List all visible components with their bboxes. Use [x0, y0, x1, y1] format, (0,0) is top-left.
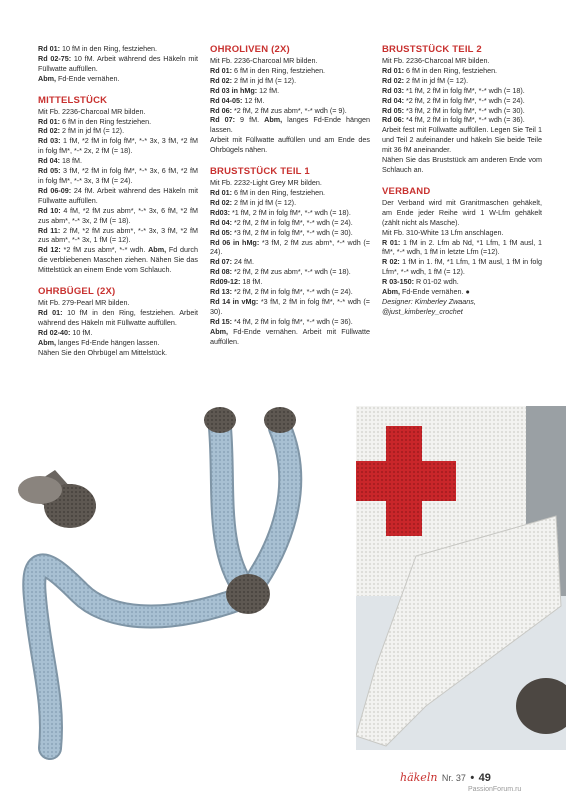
instruction-text: Rd 12: [38, 245, 61, 255]
instruction-line [382, 257, 542, 277]
instruction-text: Rd 05: [382, 105, 404, 115]
instruction-line [382, 115, 542, 125]
instruction-text: Arbeit mit Füllwatte auffüllen und am Ende des Ohrbügels nähen. [210, 135, 370, 155]
instruction-text: 6 fM in den Ring, festziehen. [231, 187, 326, 197]
bandage-photo [356, 406, 566, 750]
footer-bullet: • [470, 772, 475, 784]
page-footer [400, 768, 550, 786]
instruction-text: *4 fM, 2 fM in folg fM*, *-* wdh (= 36). [231, 316, 353, 326]
instruction-text: Rd 01: [210, 187, 232, 197]
instruction-line [382, 155, 542, 175]
instruction-text: 12 fM. [242, 95, 265, 105]
instruction-text: 6 fM in den Ring, festziehen. [231, 65, 326, 75]
instruction-text: 18 fM. [59, 156, 82, 166]
instruction-text: *3 fM, 2 fM in folg fM*, *-* wdh (= 30). [210, 296, 370, 316]
instruction-text: Rd03: [210, 207, 230, 217]
instruction-text: Rd 11: [38, 225, 61, 235]
watermark: PassionForum.ru [468, 786, 522, 793]
instruction-text: 10 fM. Arbeit während des Häkeln mit Füllwatte auffüllen. [38, 53, 199, 73]
instruction-text: Rd 05: [38, 166, 61, 176]
instruction-text: Rd 06: [210, 105, 232, 115]
instruction-line [210, 56, 370, 66]
instruction-line [210, 257, 370, 267]
instruction-line [382, 228, 542, 238]
instruction-line [38, 206, 198, 226]
instruction-text: Rd 02-40: [38, 327, 71, 337]
instruction-line [210, 287, 370, 297]
instruction-text: 1 fM in 2. Lfm ab Nd, *1 Lfm, 1 fM ausl, 1 fM*, *-* wdh, 1 fM in letzte Lfm (=12). [382, 237, 543, 257]
instruction-line [210, 297, 370, 317]
pattern-section [210, 166, 370, 346]
instruction-text: Rd 10: [38, 205, 61, 215]
instruction-text: Rd 01: [382, 65, 404, 75]
instruction-text: 24 fM. [231, 257, 254, 267]
instruction-text: R 02: [382, 257, 400, 267]
instruction-line [382, 76, 542, 86]
instruction-text: Abm, [264, 115, 283, 125]
instruction-text: *3 fM, 2 fM zus abm*, *-* wdh (= 24). [210, 237, 370, 257]
instruction-text: Rd 05: [210, 227, 232, 237]
instruction-line [210, 135, 370, 155]
instruction-line [38, 186, 198, 206]
instruction-text: Designer: Kimberley Zwaans, [382, 296, 476, 306]
instruction-line [210, 86, 370, 96]
instruction-text: 9 fM. [235, 115, 265, 125]
instruction-text: Nähen Sie das Bruststück am anderen Ende vom Schlauch an. [382, 155, 542, 174]
stethoscope-photo [10, 398, 352, 770]
instruction-text: Rd09-12: [210, 277, 241, 287]
instruction-text: Rd 14 in vMg: [210, 296, 259, 306]
instruction-text: R 03-150: [382, 277, 414, 287]
instruction-text: Fd-Ende vernähen. ● [399, 287, 470, 297]
pattern-section [38, 44, 198, 84]
instruction-text: 10 fM in den Ring, festziehen. [59, 44, 158, 53]
instruction-text: Rd 01: [210, 65, 232, 75]
pattern-section [382, 186, 542, 317]
instruction-line [38, 44, 198, 54]
instruction-text: *1 fM, 2 fM in folg fM*, *-* wdh (= 18). [403, 85, 525, 95]
instruction-text: 1 fM in 1. fM, *1 Lfm, 1 fM ausl, 1 fM in folg Lfm*, *-* wdh, 1 fM (= 12). [382, 257, 543, 277]
instruction-text: Rd 13: [210, 287, 232, 297]
instruction-text: Fd durch die verbliebenen Maschen ziehen. Nähen Sie das Mittelstück an einem Ende vom Schlauch. [38, 245, 198, 275]
instruction-line [210, 208, 370, 218]
instruction-text: Nähen Sie den Ohrbügel am Mittelstück. [38, 347, 168, 357]
issue-number: Nr. 37 [441, 773, 466, 783]
instruction-line [210, 188, 370, 198]
instruction-text: Rd 07: [210, 257, 232, 267]
instruction-text: 2 fM in jd fM (= 12). [231, 75, 297, 85]
instruction-text: Rd 01: [38, 44, 60, 53]
column-right [382, 44, 542, 328]
instruction-line [38, 348, 198, 358]
instruction-line [210, 317, 370, 327]
instruction-text: Arbeit fest mit Füllwatte auffüllen. Legen Sie Teil 1 und Teil 2 aufeinander und häkeln Sie beide Teile mit 36 fM aneinander. [382, 125, 542, 155]
instruction-text: Rd 03 in hMg: [210, 85, 258, 95]
instruction-text: Rd 03: [38, 136, 61, 146]
instruction-text: *2 fM, 2 fM in folg fM*, *-* wdh (= 24). [231, 287, 353, 297]
instruction-text: Fd-Ende vernähen. [55, 73, 120, 83]
instruction-line [38, 54, 198, 74]
column-left [38, 44, 198, 368]
instruction-line [382, 198, 542, 228]
instruction-text: 10 fM in den Ring, festziehen. Arbeit während des Häkeln mit Füllwatte auffüllen. [38, 307, 199, 327]
instruction-text: 6 fM in den Ring, festziehen. [403, 65, 498, 75]
instruction-text: R 01-02 wdh. [413, 277, 459, 287]
instruction-line [382, 277, 542, 287]
instruction-text: Rd 04: [38, 156, 60, 166]
section-heading: BRUSTSTÜCK TEIL 2 [382, 44, 482, 55]
instruction-text: Abm, [148, 245, 167, 255]
instruction-text: Rd 01: [38, 307, 63, 317]
instruction-text: Rd 02: [210, 197, 232, 207]
instruction-text: Rd 08: [210, 267, 232, 277]
pattern-section [210, 44, 370, 155]
instruction-text: 24 fM. Arbeit während des Häkeln mit Füllwatte auffüllen. [38, 185, 199, 205]
instruction-text: @just_kimberley_crochet [382, 306, 463, 316]
instruction-text: Mit Fb. 279-Pearl MR bilden. [38, 298, 130, 308]
instruction-text: Rd 07: [210, 115, 236, 125]
instruction-text: *3 fM, 2 fM in folg fM*, *-* wdh (= 30). [231, 227, 353, 237]
instruction-text: 2 fM in jd fM (= 12). [403, 75, 469, 85]
instruction-line [210, 66, 370, 76]
instruction-line [382, 125, 542, 155]
instruction-text: Rd 15: [210, 316, 232, 326]
instruction-text: Rd 06: [382, 115, 404, 125]
section-heading: OHROLIVEN (2X) [210, 44, 290, 55]
instruction-text: *3 fM, 2 fM in folg fM*, *-* wdh (= 30). [403, 105, 525, 115]
instruction-line [210, 106, 370, 116]
instruction-line [382, 96, 542, 106]
instruction-line [38, 338, 198, 348]
instruction-text: R 01: [382, 237, 401, 247]
instruction-text: 2 fM in jd fM (= 12). [231, 197, 297, 207]
instruction-line [38, 245, 198, 275]
instruction-line [382, 238, 542, 258]
instruction-line [38, 156, 198, 166]
instruction-text: 6 fM in den Ring festziehen. [59, 116, 152, 126]
instruction-line [210, 218, 370, 228]
instruction-text: Rd 04: [382, 95, 404, 105]
instruction-text: 3 fM, *2 fM in folg fM*, *-* 3x, 6 fM, *2 fM in folg fM*, *-* 3x, 3 fM (= 24). [38, 166, 198, 185]
instruction-text: 2 fM, *2 fM zus abm*, *-* 3x, 3 fM, *2 fM zus abm*, *-* 3x, 1 fM (= 12). [38, 225, 198, 245]
instruction-text: *2 fM, 2 fM zus abm*, *-* wdh (= 18). [231, 267, 351, 277]
pattern-section [382, 44, 542, 175]
instruction-text: Rd 02: [210, 75, 232, 85]
instruction-text: 10 fM. [70, 327, 93, 337]
instruction-text: Fd-Ende vernähen. Arbeit mit Füllwatte auffüllen. [210, 326, 370, 346]
instruction-line [210, 277, 370, 287]
instruction-line [382, 307, 542, 317]
pattern-section [38, 95, 198, 275]
instruction-text: Mit Fb. 310-White 13 Lfm anschlagen. [382, 227, 504, 237]
instruction-line [38, 308, 198, 328]
magazine-name: häkeln [400, 771, 438, 784]
instruction-line [382, 297, 542, 307]
section-heading: BRUSTSTÜCK TEIL 1 [210, 166, 310, 178]
page-number: 49 [478, 772, 491, 784]
instruction-text: Mit Fb. 2236-Charcoal MR bilden. [38, 106, 146, 116]
instruction-text: *2 fM, 2 fM in folg fM*, *-* wdh (= 24). [231, 217, 353, 227]
instruction-text: *2 fM, 2 fM zus abm*, *-* wdh (= 9). [231, 105, 347, 115]
instruction-line [210, 267, 370, 277]
instruction-line [382, 106, 542, 116]
instruction-line [38, 166, 198, 186]
instruction-text: 18 fM. [240, 277, 263, 287]
instruction-text: langes Fd-Ende hängen lassen. [210, 115, 370, 135]
instruction-line [210, 327, 370, 347]
instruction-text: Rd 02-75: [38, 53, 72, 63]
instruction-line [210, 198, 370, 208]
instruction-line [38, 117, 198, 127]
instruction-line [210, 96, 370, 106]
instruction-text: Rd 02: [382, 75, 404, 85]
instruction-text: Rd 04-05: [210, 95, 243, 105]
instruction-line [38, 328, 198, 338]
instruction-text: Mit Fb. 2236-Charcoal MR bilden. [210, 56, 318, 65]
instruction-text: 2 fM in jd fM (= 12). [59, 126, 125, 136]
instruction-text: Abm, [38, 73, 56, 83]
instruction-text: *1 fM, 2 fM in folg fM*, *-* wdh (= 18). [229, 207, 351, 217]
instruction-text: Abm, [210, 326, 228, 336]
instruction-line [210, 228, 370, 238]
instruction-text: Rd 01: [38, 116, 60, 126]
instruction-line [382, 287, 542, 297]
instruction-line [382, 66, 542, 76]
instruction-text: Rd 06-09: [38, 185, 72, 195]
section-heading: VERBAND [382, 185, 431, 197]
column-middle [210, 44, 370, 357]
instruction-line [210, 76, 370, 86]
instruction-line [382, 56, 542, 66]
instruction-line [382, 86, 542, 96]
instruction-text: langes Fd-Ende hängen lassen. [55, 337, 160, 347]
instruction-text: Mit Fb. 2232-Light Grey MR bilden. [210, 178, 322, 188]
pattern-section [38, 286, 198, 357]
section-heading: MITTELSTÜCK [38, 94, 108, 106]
instruction-line [38, 74, 198, 84]
instruction-text: Rd 04: [210, 217, 232, 227]
instruction-line [38, 126, 198, 136]
instruction-text: 1 fM, *2 fM in folg fM*, *-* 3x, 3 fM, *2 fM in folg fM*, *-* 2x, 2 fM (= 18). [38, 136, 198, 156]
instruction-text: Mit Fb. 2236-Charcoal MR bilden. [382, 56, 490, 65]
instruction-line [38, 136, 198, 156]
instruction-text: Abm, [382, 287, 400, 297]
instruction-line [210, 115, 370, 135]
instruction-line [38, 226, 198, 246]
instruction-text: 4 fM, *2 fM zus abm*, *-* 3x, 6 fM, *2 fM zus abm*, *-* 3x, 2 fM (= 18). [38, 205, 199, 225]
instruction-text: Abm, [38, 337, 56, 347]
instruction-line [210, 238, 370, 258]
instruction-text: *2 fM, 2 fM in folg fM*, *-* wdh (= 24). [403, 95, 525, 105]
instruction-line [38, 107, 198, 117]
instruction-text: 12 fM. [257, 85, 280, 95]
instruction-line [38, 298, 198, 308]
instruction-line [210, 178, 370, 188]
instruction-text: *4 fM, 2 fM in folg fM*, *-* wdh (= 36). [403, 115, 525, 125]
instruction-text: Rd 02: [38, 126, 60, 136]
section-heading: OHRBÜGEL (2X) [38, 286, 116, 298]
instruction-text: *2 fM zus abm*, *-* wdh. [60, 245, 149, 255]
instruction-text: Der Verband wird mit Granitmaschen gehäkelt, am Ende jeder Reihe wird 1 W-Lfm gehäkelt (zählt nicht als Masche). [382, 197, 542, 227]
instruction-text: Rd 06 in hMg: [210, 237, 260, 247]
instruction-text: Rd 03: [382, 85, 404, 95]
